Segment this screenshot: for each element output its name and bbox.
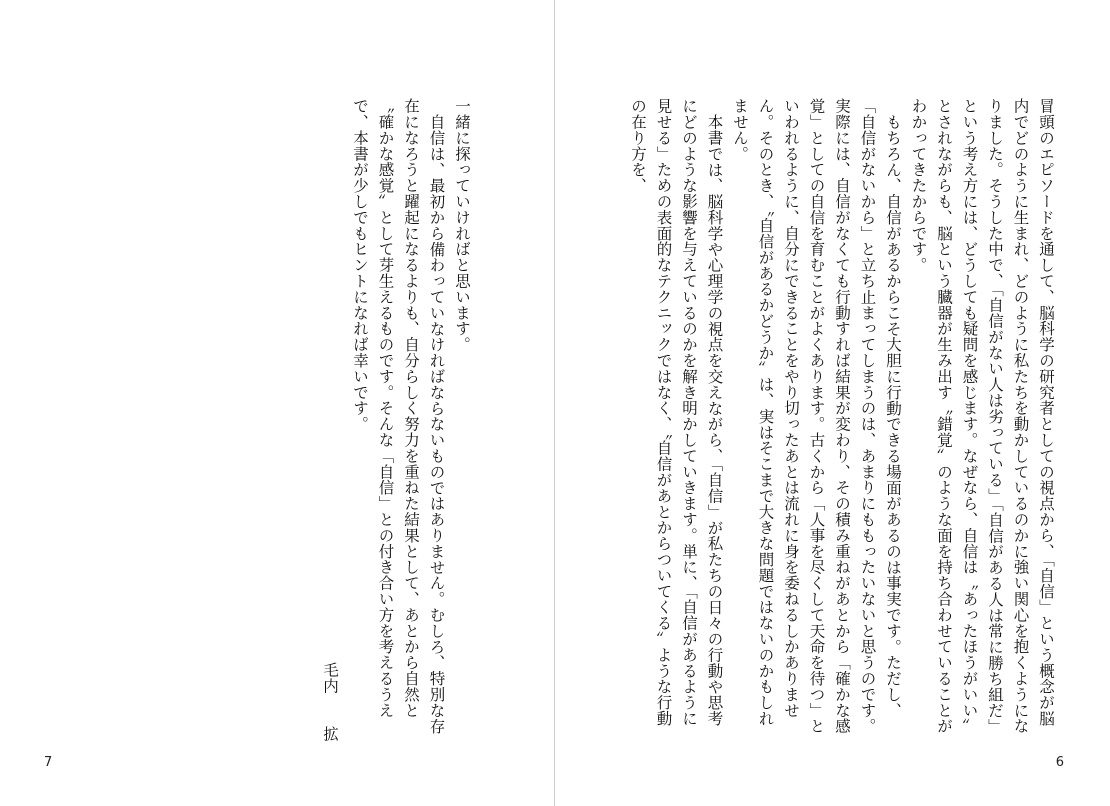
author-family-name: 毛内 [321, 662, 339, 694]
left-page-body [351, 98, 474, 738]
paragraph: もちろん、自信があるからこそ大胆に行動できる場面があるのは事実です。ただし、「自信がないから」と立ち止まってしまうのは、あまりにももったいないと思うのです。実際には、自信がなくても行動すれば結果が変わり、その積み重ねがあとから「確かな感覚」としての自信を育むことがよくあります。古くから「人事を尽くして天命を待つ」といわれるように、自分にできることをやり切ったあとは流れに身を委ねるしかありません。そのとき、〝自信があるかどうか〟は、実はそこまで大きな問題ではないのかもしれません。 [731, 98, 902, 734]
paragraph: 自信は、最初から備わっていなければならないものではありません。むしろ、特別な存在になろうと躍起になるよりも、自分らしく努力を重ねた結果として、あとから自然と〝確かな感覚〟として芽生えるものです。そんな「自信」との付き合い方を考えるうえで、本書が少しでもヒントになれば幸いです。 [351, 98, 446, 734]
paragraph: 本書では、脳科学や心理学の視点を交えながら、「自信」が私たちの日々の行動や思考にどのような影響を与えているのかを解き明かしていきます。単に、「自信があるように見せる」ための表面的なテクニックではなく、〝自信があとからついてくる〟ような行動の在り方を、 [629, 98, 724, 727]
paragraph: 一緒に探っていければと思います。 [453, 98, 471, 353]
right-page-body [608, 98, 1058, 738]
page-number-left: 7 [44, 755, 53, 770]
author-signature [315, 662, 341, 742]
page-number-right: 6 [1055, 755, 1064, 770]
author-given-name: 拡 [321, 726, 339, 742]
right-page [555, 0, 1110, 806]
paragraph: 冒頭のエピソードを通して、脳科学の研究者としての視点から、「自信」という概念が脳内でどのように生まれ、どのように私たちを動かしているのかに強い関心を抱くようになりました。そうした中で、「自信がない人は劣っている」「自信がある人は常に勝ち組だ」という考え方には、どうしても疑問を感じます。なぜなら、自信は〝あったほうがいい〟とされながらも、脳という臓器が生み出す〝錯覚〟のような面を持ち合わせていることがわかってきたからです。 [909, 98, 1055, 735]
